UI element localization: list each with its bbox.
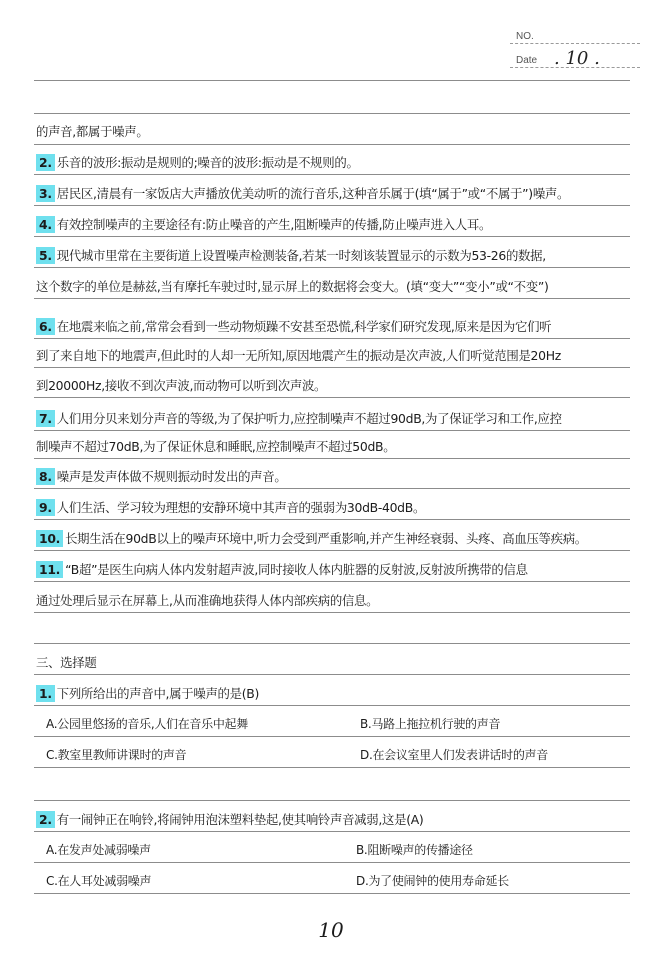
note-line <box>36 499 632 516</box>
note-line <box>36 410 632 427</box>
note-line <box>36 216 632 233</box>
option-b: B.阻断噪声的传播途径 <box>356 843 473 857</box>
note-number-highlight: 8. <box>36 468 55 485</box>
note-text: 现代城市里常在主要街道上设置噪声检测装备,若某一时刻该装置显示的示数为53-26的数据, <box>56 248 546 263</box>
ruled-line <box>34 643 630 644</box>
ruled-line <box>34 338 630 339</box>
note-line <box>36 154 632 171</box>
ruled-line <box>34 174 630 175</box>
note-line <box>36 468 632 485</box>
question-number-highlight: 1. <box>36 685 55 702</box>
option-d: D.为了使闹钟的使用寿命延长 <box>356 874 509 888</box>
note-text: “B超”是医生向病人体内发射超声波,同时接收人体内脏器的反射波,反射波所携带的信息 <box>65 562 528 577</box>
note-text: 制噪声不超过70dB,为了保证休息和睡眠,应控制噪声不超过50dB。 <box>36 439 396 454</box>
ruled-line <box>34 236 630 237</box>
ruled-line <box>34 488 630 489</box>
option-b: B.马路上拖拉机行驶的声音 <box>360 717 501 731</box>
ruled-line <box>34 893 630 894</box>
ruled-line <box>34 458 630 459</box>
option-c: C.在人耳处减弱噪声 <box>46 874 152 888</box>
ruled-line <box>34 298 630 299</box>
ruled-line <box>34 581 630 582</box>
note-line <box>36 561 632 578</box>
note-text: 乐音的波形:振动是规则的;噪音的波形:振动是不规则的。 <box>56 155 359 170</box>
ruled-line <box>34 80 630 81</box>
option-a: A.在发声处减弱噪声 <box>46 843 151 857</box>
page-header <box>510 24 640 72</box>
ruled-line <box>34 267 630 268</box>
ruled-line <box>34 430 630 431</box>
note-text: 到20000Hz,接收不到次声波,而动物可以听到次声波。 <box>36 378 327 393</box>
section-title: 三、选择题 <box>36 655 97 670</box>
ruled-line <box>34 705 630 706</box>
date-value: . 10 . <box>554 48 600 69</box>
note-number-highlight: 7. <box>36 410 55 427</box>
note-text: 到了来自地下的地震声,但此时的人却一无所知,原因地震产生的振动是次声波,人们听觉范围是20Hz <box>36 348 561 363</box>
note-line <box>36 438 632 455</box>
page-number: 10 <box>318 918 344 942</box>
note-text: 这个数字的单位是赫兹,当有摩托车驶过时,显示屏上的数据将会变大。(填“变大”“变小”或“不变”) <box>36 279 549 294</box>
no-label: NO. <box>516 31 534 42</box>
ruled-line <box>34 736 630 737</box>
note-number-highlight: 2. <box>36 154 55 171</box>
note-number-highlight: 9. <box>36 499 55 516</box>
note-line <box>36 318 632 335</box>
no-row <box>510 24 640 48</box>
note-number-highlight: 6. <box>36 318 55 335</box>
note-number-highlight: 5. <box>36 247 55 264</box>
date-row <box>510 48 640 72</box>
note-text: 通过处理后显示在屏幕上,从而准确地获得人体内部疾病的信息。 <box>36 593 379 608</box>
note-text: 居民区,清晨有一家饭店大声播放优美动听的流行音乐,这种音乐属于(填“属于”或“不属于”)噪声。 <box>56 186 570 201</box>
question-text: 下列所给出的声音中,属于噪声的是(B) <box>56 686 260 701</box>
note-number-highlight: 3. <box>36 185 55 202</box>
ruled-line <box>34 612 630 613</box>
note-text: 人们用分贝来划分声音的等级,为了保护听力,应控制噪声不超过90dB,为了保证学习和工作,应控 <box>56 411 562 426</box>
note-line <box>36 592 632 609</box>
option-d: D.在会议室里人们发表讲话时的声音 <box>360 748 548 762</box>
ruled-line <box>34 674 630 675</box>
ruled-line <box>34 800 630 801</box>
ruled-line <box>34 397 630 398</box>
note-number-highlight: 4. <box>36 216 55 233</box>
ruled-line <box>34 367 630 368</box>
note-line <box>36 347 632 364</box>
note-text: 有效控制噪声的主要途径有:防止噪音的产生,阻断噪声的传播,防止噪声进入人耳。 <box>56 217 492 232</box>
ruled-line <box>34 831 630 832</box>
ruled-line <box>34 144 630 145</box>
note-line <box>36 247 632 264</box>
ruled-line <box>34 113 630 114</box>
ruled-line <box>34 550 630 551</box>
ruled-line <box>34 205 630 206</box>
option-a: A.公园里悠扬的音乐,人们在音乐中起舞 <box>46 717 248 731</box>
note-line <box>36 530 632 547</box>
note-line <box>36 185 632 202</box>
note-text: 噪声是发声体做不规则振动时发出的声音。 <box>56 469 287 484</box>
note-text: 长期生活在90dB以上的噪声环境中,听力会受到严重影响,并产生神经衰弱、头疼、高血压等疾病。 <box>65 531 587 546</box>
note-text: 人们生活、学习较为理想的安静环境中其声音的强弱为30dB-40dB。 <box>56 500 426 515</box>
date-label: Date <box>516 55 538 66</box>
question-text: 有一闹钟正在响铃,将闹钟用泡沫塑料垫起,使其响铃声音减弱,这是(A) <box>56 812 424 827</box>
ruled-line <box>34 862 630 863</box>
note-text: 在地震来临之前,常常会看到一些动物烦躁不安甚至恐慌,科学家们研究发现,原来是因为它们听 <box>56 319 552 334</box>
question-line <box>36 685 632 702</box>
question-number-highlight: 2. <box>36 811 55 828</box>
ruled-line <box>34 767 630 768</box>
note-line <box>36 278 632 295</box>
question-line <box>36 811 632 828</box>
ruled-line <box>34 519 630 520</box>
option-c: C.教室里教师讲课时的声音 <box>46 748 187 762</box>
note-text: 的声音,都属于噪声。 <box>36 124 149 139</box>
note-line <box>36 123 632 140</box>
note-number-highlight: 11. <box>36 561 63 578</box>
note-number-highlight: 10. <box>36 530 63 547</box>
note-line <box>36 377 632 394</box>
